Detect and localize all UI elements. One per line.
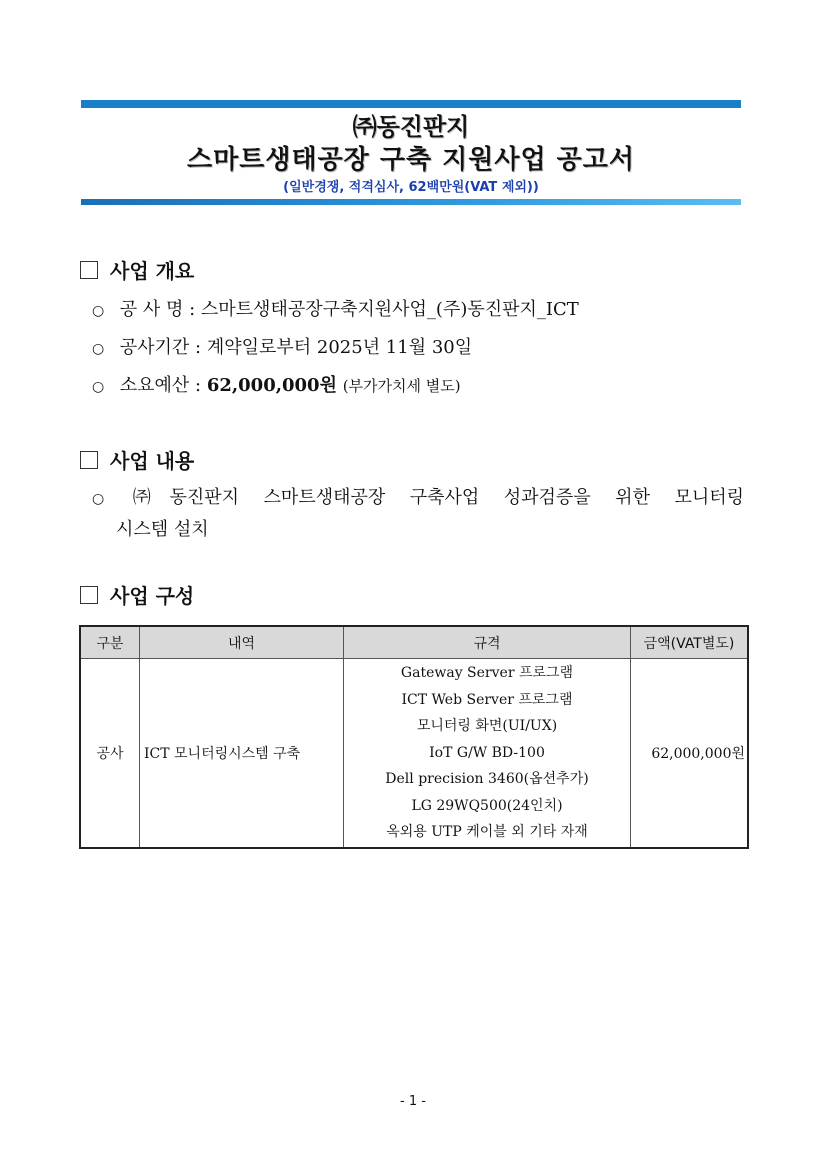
section-heading-composition <box>80 583 194 609</box>
item-value: 62,000,000원 <box>206 375 337 396</box>
column-header-description: 내역 <box>140 626 344 659</box>
header-top-bar <box>81 100 741 108</box>
spec-line: LG 29WQ500(24인치) <box>411 797 563 814</box>
spec-line: 모니터링 화면(UI/UX) <box>416 718 558 734</box>
content-text: ㈜동진판지 스마트생태공장 구축사업 성과검증을 위한 모니터링 <box>114 487 744 508</box>
spec-line: 옥외용 UTP 케이블 외 기타 자재 <box>386 824 588 840</box>
composition-table <box>79 625 749 849</box>
item-value: 계약일로부터 2025년 11월 30일 <box>206 337 473 358</box>
company-name: ㈜동진판지 <box>352 113 470 141</box>
content-line-1 <box>92 482 744 515</box>
section-heading-label: 사업 개요 <box>110 259 195 283</box>
document-header <box>81 112 741 197</box>
spec-line: IoT G/W BD-100 <box>429 744 545 761</box>
item-note: (부가가치세 별도) <box>342 377 461 395</box>
header-bottom-bar <box>81 199 741 205</box>
checkbox-square-icon <box>80 586 98 604</box>
cell-spec <box>344 659 631 848</box>
content-line-2: 시스템 설치 <box>116 519 209 540</box>
checkbox-square-icon <box>80 451 98 469</box>
document-subtitle: (일반경쟁, 적격심사, 62백만원(VAT 제외)) <box>283 180 539 195</box>
circle-bullet-icon: ○ <box>92 303 105 319</box>
column-header-spec: 규격 <box>344 626 631 659</box>
item-value: 스마트생태공장구축지원사업_(주)동진판지_ICT <box>200 299 579 320</box>
circle-bullet-icon: ○ <box>92 341 105 357</box>
cell-category: 공사 <box>80 659 140 848</box>
cell-amount: 62,000,000원 <box>631 659 749 848</box>
item-separator: : <box>195 337 202 358</box>
item-label: 공사기간 <box>119 337 190 358</box>
column-header-category: 구분 <box>80 626 140 659</box>
spec-line: ICT Web Server 프로그램 <box>401 691 573 708</box>
item-label: 소요예산 <box>119 375 190 396</box>
cell-description: ICT 모니터링시스템 구축 <box>140 659 344 848</box>
document-title: 스마트생태공장 구축 지원사업 공고서 <box>186 145 635 175</box>
section-heading-overview <box>80 258 194 284</box>
circle-bullet-icon: ○ <box>92 379 105 395</box>
circle-bullet-icon: ○ <box>92 491 105 507</box>
checkbox-square-icon <box>80 261 98 279</box>
table-row <box>80 659 748 848</box>
page-number: - 1 - <box>400 1094 426 1109</box>
section-heading-label: 사업 내용 <box>110 449 195 473</box>
item-label: 공 사 명 <box>119 299 184 320</box>
overview-item-name <box>92 298 579 323</box>
item-separator: : <box>189 299 196 320</box>
item-separator: : <box>195 375 202 396</box>
spec-line: Gateway Server 프로그램 <box>400 665 574 681</box>
section-heading-content <box>80 448 194 474</box>
column-header-amount: 금액(VAT별도) <box>631 626 749 659</box>
spec-line: Dell precision 3460(옵션추가) <box>385 771 589 787</box>
overview-item-budget <box>92 374 461 399</box>
table-header-row <box>80 626 748 659</box>
overview-item-period <box>92 336 472 361</box>
section-heading-label: 사업 구성 <box>110 584 195 608</box>
